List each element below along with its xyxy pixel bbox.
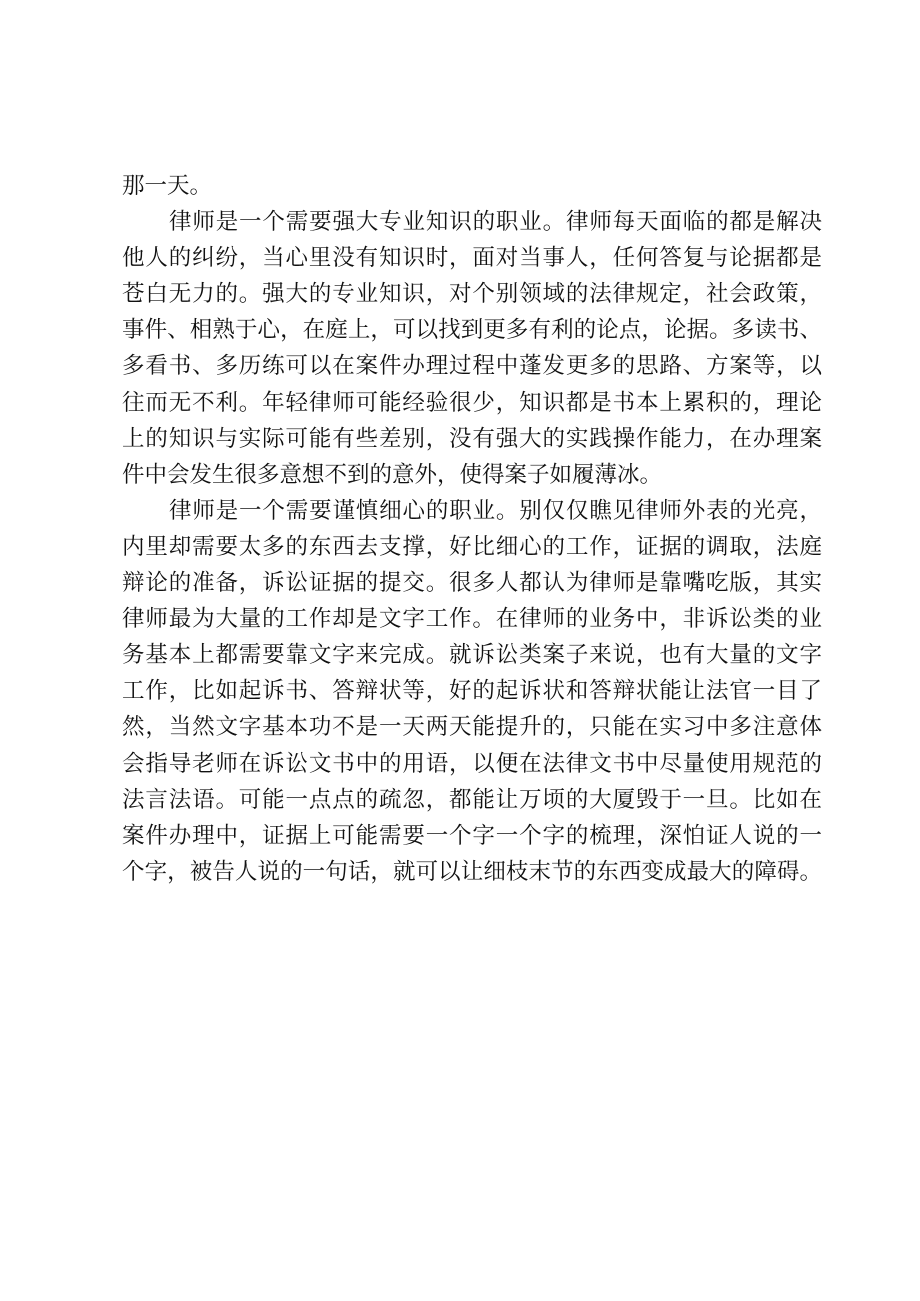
body-text: [122, 168, 822, 890]
text-line: 会指导老师在诉讼文书中的用语，以便在法律文书中尽量使用规范的: [122, 750, 822, 777]
text-line: 事件、相熟于心，在庭上，可以找到更多有利的论点，论据。多读书、: [122, 317, 822, 344]
text-line: 律师是一个需要强大专业知识的职业。律师每天面临的都是解决: [169, 209, 822, 236]
text-line: 法言法语。可能一点点的疏忽，都能让万顷的大厦毁于一旦。比如在: [122, 786, 822, 813]
text-line: 案件办理中，证据上可能需要一个字一个字的梳理，深怕证人说的一: [122, 822, 822, 849]
text-line: 辩论的准备，诉讼证据的提交。很多人都认为律师是靠嘴吃版，其实: [122, 570, 822, 597]
text-line: 律师最为大量的工作却是文字工作。在律师的业务中，非诉讼类的业: [122, 606, 822, 633]
text-line: 他人的纠纷，当心里没有知识时，面对当事人，任何答复与论据都是: [122, 245, 822, 272]
text-line: 多看书、多历练可以在案件办理过程中蓬发更多的思路、方案等，以: [122, 353, 822, 380]
text-line: 往而无不利。年轻律师可能经验很少，知识都是书本上累积的，理论: [122, 389, 822, 416]
text-line: 务基本上都需要靠文字来完成。就诉讼类案子来说，也有大量的文字: [122, 642, 822, 669]
text-line: 个字，被告人说的一句话，就可以让细枝末节的东西变成最大的障碍。: [122, 858, 822, 885]
text-line: 上的知识与实际可能有些差别，没有强大的实践操作能力，在办理案: [122, 425, 822, 452]
text-line: 件中会发生很多意想不到的意外，使得案子如履薄冰。: [122, 461, 663, 488]
text-line: 工作，比如起诉书、答辩状等，好的起诉状和答辩状能让法官一目了: [122, 678, 822, 705]
text-line: 苍白无力的。强大的专业知识，对个别领域的法律规定，社会政策，: [122, 281, 822, 308]
text-line: 律师是一个需要谨慎细心的职业。别仅仅瞧见律师外表的光亮，: [169, 497, 822, 524]
text-line: 内里却需要太多的东西去支撑，好比细心的工作，证据的调取，法庭: [122, 533, 822, 560]
text-line: 那一天。: [122, 173, 213, 199]
text-line: 然，当然文字基本功不是一天两天能提升的，只能在实习中多注意体: [122, 714, 822, 741]
